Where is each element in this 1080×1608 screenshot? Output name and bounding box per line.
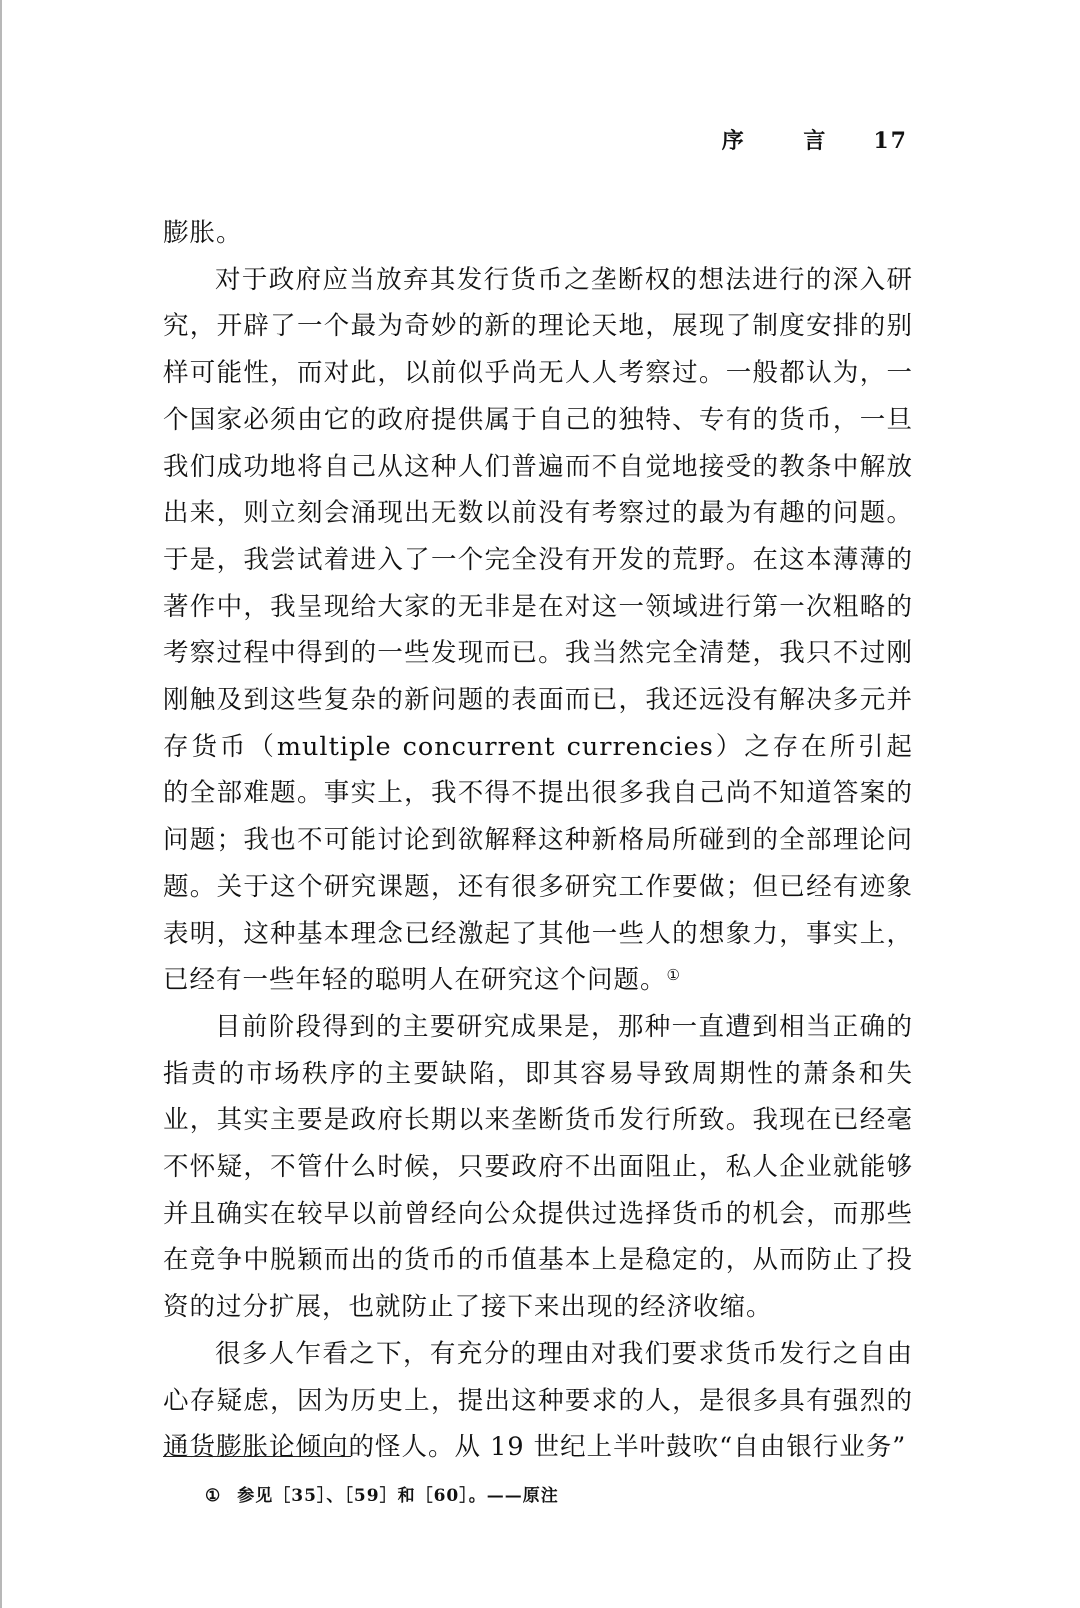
footnote-divider: [163, 1456, 351, 1457]
paragraph-text: 膨胀。: [163, 218, 243, 248]
paragraph-text: 很多人乍看之下，有充分的理由对我们要求货币发行之自由心存疑虑，因为历史上，提出这种要求的人，是很多具有强烈的通货膨胀论倾向的怪人。从 19 世纪上半叶鼓吹“自由银行业务”: [163, 1338, 913, 1463]
page-number: 17: [873, 128, 908, 154]
paragraph-text: 对于政府应当放弃其发行货币之垄断权的想法进行的深入研究，开辟了一个最为奇妙的新的理论天地，展现了制度安排的别样可能性，而对此，以前似乎尚无人人考察过。一般都认为，一个国家必须由它的政府提供属于自己的独特、专有的货币，一旦我们成功地将自己从这种人们普遍而不自觉地接受的教条中解放出来，则立刻会涌现出无数以前没有考察过的最为有趣的问题。于是，我尝试着进入了一个完全没有开发的荒野。在这本薄薄的著作中，我呈现给大家的无非是在对这一领域进行第一次粗略的考察过程中得到的一些发现而已。我当然完全清楚，我只不过刚刚触及到这些复杂的新问题的表面而已，我还远没有解决多元并存货币（multiple concurrent currencies）之存在所引起的全部难题。事实上，我不得不提出很多我自己尚不知道答案的问题；我也不可能讨论到欲解释这种新格局所碰到的全部理论问题。关于这个研究课题，还有很多研究工作要做；但已经有迹象表明，这种基本理念已经激起了其他一些人的想象力，事实上，已经有一些年轻的聪明人在研究这个问题。: [163, 264, 913, 996]
running-head-title: 序 言: [721, 128, 852, 154]
footnote-mark: ①: [205, 1486, 222, 1506]
footnote-reference: ①: [666, 966, 681, 985]
paragraph: [163, 1331, 913, 1471]
paragraph: [163, 1004, 913, 1331]
running-head: [722, 124, 908, 155]
footnote: [205, 1481, 559, 1506]
footnote-text: 参见［35］、［59］和［60］。——原注: [237, 1486, 559, 1506]
page-edge: [0, 0, 2, 1608]
body-text: [163, 210, 913, 1471]
paragraph: [163, 257, 913, 1004]
paragraph-text: 目前阶段得到的主要研究成果是，那种一直遭到相当正确的指责的市场秩序的主要缺陷，即其容易导致周期性的萧条和失业，其实主要是政府长期以来垄断货币发行所致。我现在已经毫不怀疑，不管什么时候，只要政府不出面阻止，私人企业就能够并且确实在较早以前曾经向公众提供过选择货币的机会，而那些在竞争中脱颖而出的货币的币值基本上是稳定的，从而防止了投资的过分扩展，也就防止了接下来出现的经济收缩。: [163, 1011, 913, 1323]
paragraph-continuation: [163, 210, 913, 257]
